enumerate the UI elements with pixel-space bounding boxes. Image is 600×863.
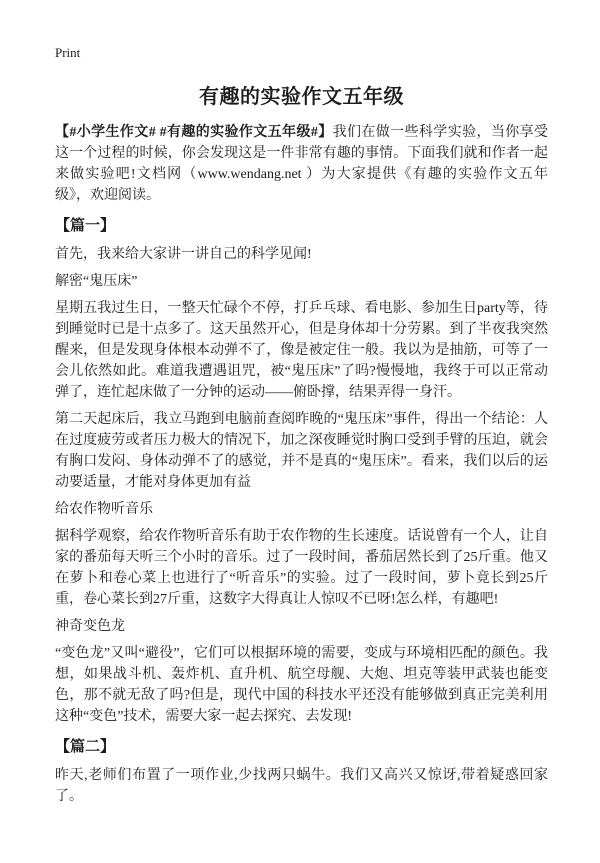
section-1-paragraph-birthday: 星期五我过生日，一整天忙碌个不停，打乒乓球、看电影、参加生日party等，待到睡觉时已是十点多了。这天虽然开心，但是身体却十分劳累。到了半夜我突然醒来，但是发现身体根本动弹不了，像是被定住一般。我以为是抽筋，可等了一会儿依然如此。难道我遭遇诅咒，被“鬼压床”了吗?慢慢地，我终于可以正常动弹了，连忙起床做了一分钟的运动——俯卧撑，结果弄得一身汗。 [55, 301, 548, 400]
section-1-subheading-chameleon: 神奇变色龙 [55, 619, 125, 634]
section-1-paragraph-crops: 据科学观察，给农作物听音乐有助于农作物的生长速度。话说曾有一个人，让自家的番茄每天听三个小时的音乐。过了一段时间，番茄居然长到了25斤重。他又在萝卜和卷心菜上也进行了“听音乐”的实验。过了一段时间，萝卜竟长到25斤重，卷心菜长到27斤重，这数字大得真让人惊叹不已呀!怎么样，有趣吧! [55, 529, 548, 607]
intro-paragraph [55, 122, 548, 206]
page-title: 有趣的实验作文五年级 [199, 86, 404, 108]
section-1-subheading-crops-music: 给农作物听音乐 [55, 502, 153, 517]
intro-hashtags: 【#小学生作文# #有趣的实验作文五年级#】 [55, 125, 333, 140]
section-1-paragraph-chameleon: “变色龙”又叫“避役”，它们可以根据环境的需要，变成与环境相匹配的颜色。我想，如果战斗机、轰炸机、直升机、航空母舰、大炮、坦克等装甲武装也能变色，那不就无敌了吗?但是，现代中国的科技水平还没有能够做到真正完美利用这种“变色”技术，需要大家一起去探究、去发现! [55, 646, 548, 724]
section-1-subheading-ghost-bed: 解密“鬼压床” [55, 274, 138, 289]
intro-text: 我们在做一些科学实验，当你享受这一个过程的时候，你会发现这是一件非常有趣的事情。下面我们就和作者一起来做实验吧!文档网（www.wendang.net ）为大家提供《有趣的实验作文五年级》，欢迎阅读。 [55, 125, 549, 203]
section-2-heading: 【篇二】 [55, 739, 116, 755]
section-1-paragraph-opening: 首先，我来给大家讲一讲自己的科学见闻! [55, 247, 312, 262]
section-2-paragraph-snails: 昨天,老师们布置了一项作业,少找两只蜗牛。我们又高兴又惊讶,带着疑惑回家了。 [55, 768, 548, 804]
section-1-heading: 【篇一】 [55, 218, 116, 234]
section-1-paragraph-conclusion: 第二天起床后，我立马跑到电脑前查阅昨晚的“鬼压床”事件，得出一个结论：人在过度疲劳或者压力极大的情况下，加之深夜睡觉时胸口受到手臂的压迫，就会有胸口发闷、身体动弹不了的感觉，并不是真的“鬼压床”。看来，我们以后的运动要适量，才能对身体更加有益 [55, 412, 548, 490]
print-link[interactable]: Print [55, 45, 81, 60]
